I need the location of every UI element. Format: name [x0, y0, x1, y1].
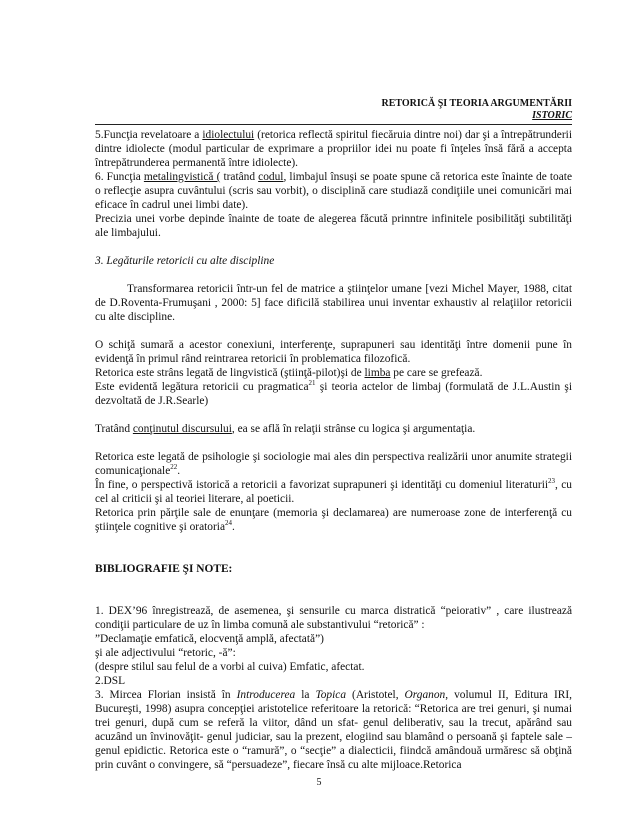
footnote-ref: 24 [225, 519, 233, 527]
text: În fine, o perspectivă istorică a retoricii a favorizat suprapuneri şi identităţi cu domeniul literaturii [95, 479, 549, 491]
bibliography-heading: BIBLIOGRAFIE ŞI NOTE: [95, 563, 233, 575]
text: Retorica prin părţile sale de enunţare (memoria şi declamarea) are numeroase zone de interferenţă cu ştiinţele cognitive şi oratoria [95, 507, 572, 533]
text: , limbajul însuşi se poate spune că retorica este înainte de toate o reflecţie asupra cuvântului (scris sau vorbit), o disciplină care studiază condiţiile unei comunicări mai eficace în cadrul unei limbi date). [95, 171, 573, 211]
paragraph-precision: Precizia unei vorbe depinde înainte de toate de alegerea făcută prinntre infinitele posibilităţi subtilităţi ale limbajului. [95, 213, 572, 239]
text: 6. Funcţia [95, 171, 144, 183]
text: , volumul II, Editura IRI, Bucureşti, 1998) asupra concepţiei aristotelice referitoare la retorică: “Retorica are trei genuri, şi numai trei genuri, după cum se referă la viitor, dând un sfat- genul deliberativ, sau la trecut, apărând sau acuzând un învinovăţit- genul judiciar, sau la prezent, elogiind sau blamând o persoană şi faptele sale – genul epidictic. Retorica este o “ramură”, o “secţie” a dialecticii, fiindcă amândouă urmăresc să obţină prin cuvânt o convingere, să “persuadeze”, fiecare însă cu alte mijloace.Retorica [95, 689, 573, 771]
paragraph-literature [95, 478, 572, 506]
italic-title: Topica [315, 689, 347, 701]
text: (retorica reflectă spiritul fiecăruia dintre noi) dar şi a întrepătrunderii dintre idiolecte (modul particular de exprimare a propriilor idei nu poate fi înţeles însă fără a accepta întrepătrunderea permanentă între idiolecte). [95, 129, 572, 169]
spacer [95, 408, 572, 422]
note-1-line: (despre stilul sau felul de a vorbi al cuiva) Emfatic, afectat. [95, 661, 365, 673]
spacer [95, 534, 572, 562]
paragraph-function-6 [95, 170, 572, 212]
footnote-ref: 22 [170, 463, 178, 471]
paragraph-psychology [95, 450, 572, 478]
note-1-line: şi ale adjectivului “retoric, -ă”: [95, 647, 236, 659]
note-2: 2.DSL [95, 675, 126, 687]
paragraph-cognitive [95, 506, 572, 534]
paragraph-discourse [95, 422, 572, 436]
text: . [177, 465, 181, 477]
spacer [95, 240, 572, 254]
paragraph-function-5 [95, 128, 572, 170]
header-rule [95, 124, 572, 125]
header-subtitle: ISTORIC [532, 110, 572, 121]
text: 3. Mircea Florian insistă în [95, 689, 237, 701]
text: tratând [220, 171, 259, 183]
spacer [95, 436, 572, 450]
page-body [95, 128, 572, 772]
text: şi teoria actelor de limbaj (formulată de J.L.Austin şi dezvoltată de J.R.Searle) [95, 381, 572, 407]
spacer [95, 324, 572, 338]
note-3 [95, 688, 572, 772]
footnote-ref: 21 [308, 379, 316, 387]
note-1: 1. DEX’96 înregistrează, de asemenea, şi sensurile cu marca distratică “peiorativ” , care ilustrează condiţii particulare de uz în limba comună ale substantivului “retorică” : [95, 605, 572, 631]
paragraph-transformation: Transformarea retoricii într-un fel de matrice a ştiinţelor umane [vezi Michel Mayer, 1988, citat de D.Roventa-Frumuşani , 2000: 5] face dificilă stabilirea unui inventar exhaustiv al relaţiilor retoricii cu alte discipline. [95, 283, 572, 323]
header-title: RETORICĂ ŞI TEORIA ARGUMENTĂRII [381, 98, 572, 109]
section-heading: 3. Legăturile retoricii cu alte discipline [95, 255, 275, 267]
spacer [95, 576, 572, 604]
text: . [232, 521, 235, 533]
text: Retorica este strâns legată de lingvistică (ştiinţă-pilot)şi de [95, 367, 365, 379]
text: Este evidentă legătura retoricii cu pragmatica [95, 381, 309, 393]
text: 5.Funcţia revelatoare a [95, 129, 203, 141]
paragraph-linguistics [95, 366, 572, 380]
text: pe care se grefează. [390, 367, 483, 379]
underlined-term: codul [258, 171, 284, 183]
italic-title: Organon [404, 689, 446, 701]
text: Tratând [95, 423, 133, 435]
italic-title: Introducerea [236, 689, 296, 701]
spacer [95, 268, 572, 282]
paragraph-pragmatics [95, 380, 572, 408]
page-number: 5 [316, 777, 322, 788]
note-1-line: ”Declamaţie emfatică, elocvenţă amplă, afectată”) [95, 633, 324, 645]
text: Retorica este legată de psihologie şi sociologie mai ales din perspectiva realizării unor anumite strategii comunicaţionale [95, 451, 572, 477]
text: , cu cel al criticii şi al teoriei literare, al poeticii. [95, 479, 573, 505]
paragraph-outline: O schiţă sumară a acestor conexiuni, interferenţe, suprapuneri sau identităţi între domenii pune în evidenţă în primul rând reintrarea retoricii în problematica filozofică. [95, 339, 572, 365]
running-header [92, 98, 572, 122]
text: , ea se află în relaţii strânse cu logica şi argumentaţia. [231, 423, 476, 435]
underlined-term: limba [364, 367, 391, 379]
footnote-ref: 23 [548, 477, 556, 485]
text: la [295, 689, 316, 701]
text: (Aristotel, [346, 689, 405, 701]
underlined-term: metalingvistică ( [143, 171, 221, 183]
underlined-term: idiolectului [202, 129, 255, 141]
underlined-term: conţinutul discursului [132, 423, 232, 435]
